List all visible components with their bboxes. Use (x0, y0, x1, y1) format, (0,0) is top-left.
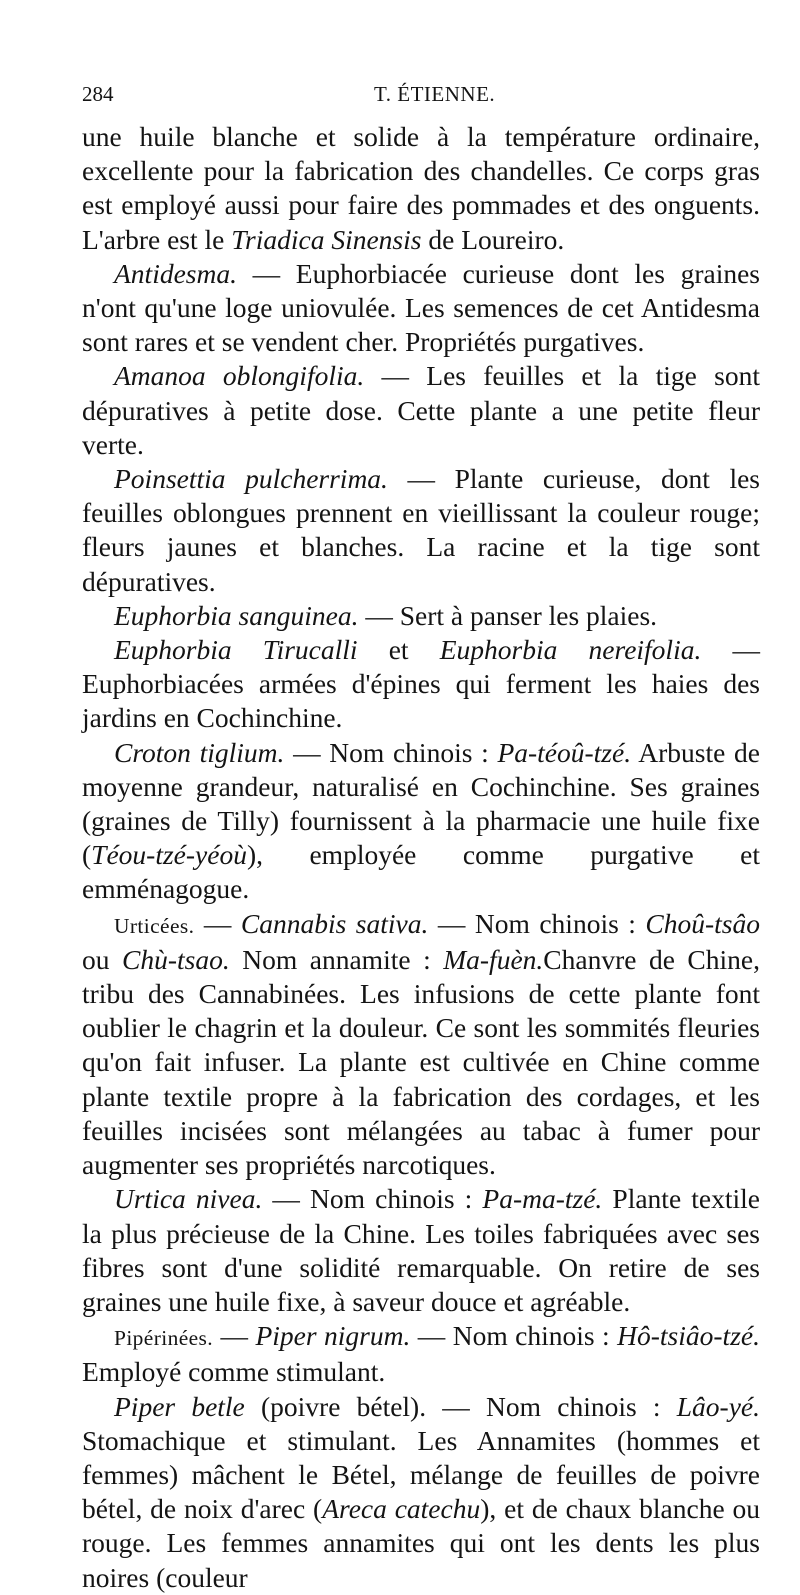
chinese-name: Lâo-yé. (676, 1390, 760, 1422)
chinese-name: Pa-téoû-tzé. (497, 736, 632, 768)
chinese-name: Choû-tsâo (645, 907, 760, 939)
page-header (82, 82, 760, 114)
species-name: Euphorbia sanguinea. (114, 599, 359, 631)
species-name: Areca catechu (322, 1493, 481, 1525)
species-name: Amanoa oblongifolia. (114, 360, 365, 392)
species-name: Piper betle (114, 1390, 245, 1422)
species-name: Triadica Sinensis (231, 223, 422, 255)
family-name: Pipérinées. (114, 1326, 214, 1351)
paragraph-triadica: une huile blanche et solide à la température ordinaire, excellente pour la fabrication des chandelles. Ce corps gras est employé aussi pour faire des pommades et des onguents. L'arbre est le Triadica Sinensis de Loureiro. (82, 121, 760, 255)
chinese-name: Chù-tsao. (122, 943, 230, 975)
chinese-name: Pa-ma-tzé. (482, 1183, 603, 1215)
chinese-name: Hô-tsiâo-tzé. (617, 1320, 760, 1352)
species-name: Euphorbia Tirucalli (114, 634, 358, 666)
species-name: Antidesma. (114, 257, 237, 289)
chinese-name: Téou-tzé-yéoù (91, 839, 247, 871)
species-name: Croton tiglium. (114, 736, 285, 768)
paragraph-amanoa: Amanoa oblongifolia. — Les feuilles et la tige sont dépuratives à petite dose. Cette plante a une petite fleur verte. (82, 360, 760, 460)
annamite-name: Ma-fuèn. (443, 943, 544, 975)
paragraph-euphorbia-sanguinea: Euphorbia sanguinea. — Sert à panser les plaies. (114, 599, 658, 631)
paragraph-poinsettia: Poinsettia pulcherrima. — Plante curieuse, dont les feuilles oblongues prennent en vieillissant la couleur rouge; fleurs jaunes et blanches. La racine et la tige sont dépuratives. (82, 463, 760, 597)
species-name: Piper nigrum. (255, 1320, 411, 1352)
paragraph-euphorbia-tirucalli: Euphorbia Tirucalli et Euphorbia nereifolia. — Euphorbiacées armées d'épines qui ferment les haies des jardins en Cochinchine. (82, 634, 761, 734)
paragraph-antidesma: Antidesma. — Euphorbiacée curieuse dont les graines n'ont qu'une loge uniovulée. Les semences de cet Antidesma sont rares et se vendent cher. Propriétés purgatives. (82, 257, 760, 358)
body-text (82, 120, 760, 1595)
paragraph-piper-betle: Piper betle (poivre bétel). — Nom chinois : Lâo-yé. Stomachique et stimulant. Les Annamites (hommes et femmes) mâchent le Bétel, mélange de feuilles de poivre bétel, de noix d'arec (Areca catechu), et de chaux blanche ou rouge. Les femmes annamites qui ont les dents les plus noires (couleur (82, 1390, 760, 1593)
species-name: Euphorbia nereifolia. (439, 634, 702, 666)
family-name: Urticées. (114, 913, 195, 938)
species-name: Cannabis sativa. (240, 907, 429, 939)
running-head: T. ÉTIENNE. (374, 82, 496, 106)
species-name: Poinsettia pulcherrima. (114, 463, 388, 495)
paragraph-urtica: Urtica nivea. — Nom chinois : Pa-ma-tzé. Plante textile la plus précieuse de la Chine. Les toiles fabriquées avec ses fibres sont d'une solidité remarquable. On retire de ses graines une huile fixe, à saveur douce et agréable. (82, 1183, 760, 1317)
page-number: 284 (82, 82, 114, 106)
species-name: Urtica nivea. (114, 1183, 263, 1215)
paragraph-piper-nigrum: Pipérinées. — Piper nigrum. — Nom chinois : Hô-tsiâo-tzé. Employé comme stimulant. (82, 1320, 760, 1388)
paragraph-cannabis: Urticées. — Cannabis sativa. — Nom chinois : Choû-tsâo ou Chù-tsao. Nom annamite : Ma-fuèn.Chanvre de Chine, tribu des Cannabinées. Les infusions de cette plante font oublier le chagrin et la douleur. Ce sont les sommités fleuries qu'on fait infuser. La plante est cultivée en Chine comme plante textile propre à la fabrication des cordages, et les feuilles incisées sont mélangées au tabac à fumer pour augmenter ses propriétés narcotiques. (82, 907, 760, 1181)
paragraph-croton: Croton tiglium. — Nom chinois : Pa-téoû-tzé. Arbuste de moyenne grandeur, naturalisé en Cochinchine. Ses graines (graines de Tilly) fournissent à la pharmacie une huile fixe (Téou-tzé-yéoù), employée comme purgative et emménagogue. (82, 736, 760, 905)
